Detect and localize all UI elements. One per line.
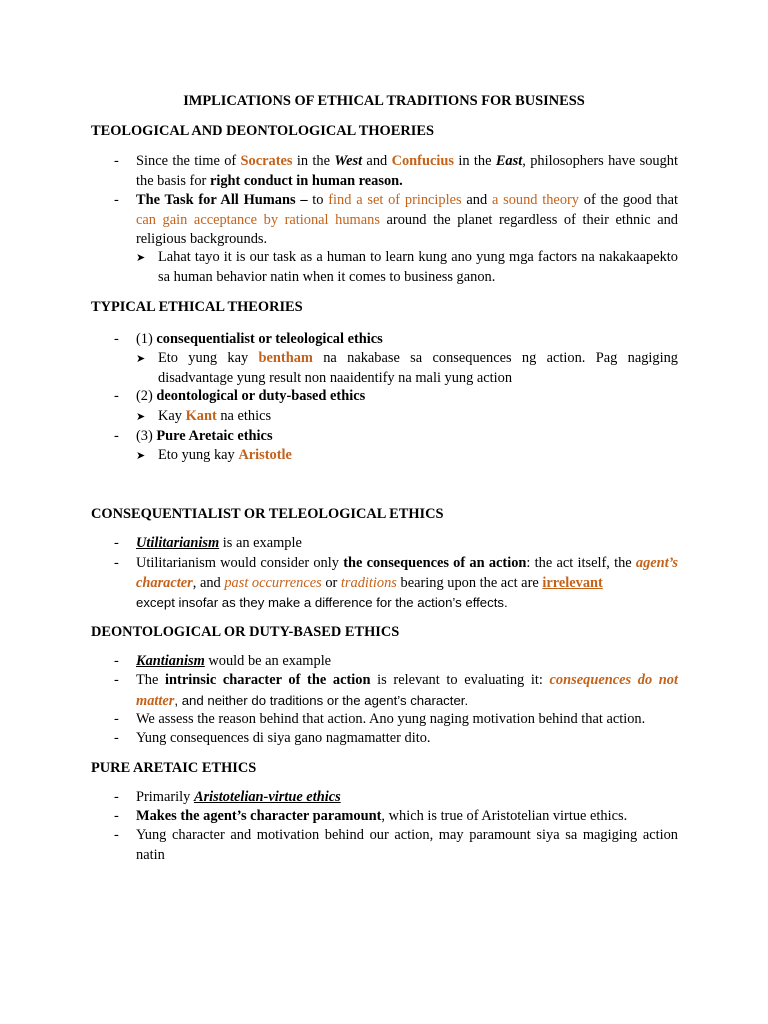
subbullet-lahat-tayo [136, 248, 678, 287]
subbullet-bentham: ➤ Eto yung kay bentham na nakabase sa consequences ng action. Pag nagiging disadvantage yung result non naaidentify na mali yung action [136, 350, 678, 386]
dash-marker: - [114, 388, 119, 404]
dash-marker: - [114, 711, 119, 727]
section-heading-deontological: DEONTOLOGICAL OR DUTY-BASED ETHICS [91, 624, 400, 640]
bullet-character-motivation: - Yung character and motivation behind our action, may paramount siya sa magiging action natin [114, 827, 678, 863]
dash-marker: - [114, 192, 119, 208]
dash-marker: - [114, 653, 119, 669]
dash-marker: - [114, 730, 119, 746]
subbullet-aristotle: ➤ Eto yung kay Aristotle [136, 446, 678, 466]
bullet-socrates [114, 152, 678, 191]
subbullet-kant: ➤ Kay Kant na ethics [136, 407, 678, 427]
bullet-intrinsic-character: - The intrinsic character of the action is relevant to evaluating it: consequences do not matter, and neither do traditions or the agent’s character. [114, 672, 678, 709]
dash-marker: - [114, 789, 119, 805]
aristotelian-virtue-term: Aristotelian-virtue ethics [193, 789, 341, 805]
bullet-assess-reason: - We assess the reason behind that action. Ano yung naging motivation behind that action. [114, 710, 678, 730]
bullet-text: The Task for All Humans – to find a set of principles and a sound theory of the good that can gain acceptance by rational humans around the planet regardless of their ethnic and religious backgrounds. [136, 192, 679, 247]
confucius-term: Confucius [391, 153, 454, 169]
arrow-bullet-icon: ➤ [136, 352, 146, 365]
arrow-bullet-icon: ➤ [136, 410, 146, 423]
section-heading-teological: TEOLOGICAL AND DEONTOLOGICAL THOERIES [91, 123, 434, 139]
dash-marker: - [114, 331, 119, 347]
kant-term: Kant [185, 408, 217, 424]
bullet-agents-character: - Makes the agent’s character paramount, which is true of Aristotelian virtue ethics. [114, 807, 678, 827]
subbullet-text: Lahat tayo it is our task as a human to learn kung ano yung mga factors na nakakaapekto sa human behavior natin when it comes to business ganon. [158, 249, 678, 285]
document-title: IMPLICATIONS OF ETHICAL TRADITIONS FOR BUSINESS [183, 93, 585, 109]
dash-marker: - [114, 535, 119, 551]
dash-marker: - [114, 808, 119, 824]
task-label: The Task for All Humans – [136, 192, 313, 208]
bullet-consequentialist: - (1) consequentialist or teleological ethics [114, 330, 678, 350]
bullet-primarily-aristotelian: - Primarily Aristotelian-virtue ethics [114, 788, 678, 808]
dash-marker: - [114, 672, 119, 688]
irrelevant-term: irrelevant [542, 574, 603, 591]
aristotle-term: Aristotle [238, 447, 292, 463]
dash-marker: - [114, 428, 119, 444]
bentham-term: bentham [258, 350, 313, 366]
east-term: East [495, 153, 523, 169]
bullet-text: Since the time of Socrates in the West and Confucius in the East, philosophers have sought the basis for right conduct in human reason. [136, 153, 678, 189]
bullet-deontological: - (2) deontological or duty-based ethics [114, 387, 678, 407]
bullet-utilitarianism-consequences: - Utilitarianism would consider only the consequences of an action: the act itself, the agent’s character, and past occurrences or traditions bearing upon the act are irrelevant except insofar as they make a difference for the action’s effects. [114, 555, 679, 610]
dash-marker: - [114, 555, 119, 571]
arrow-bullet-icon: ➤ [136, 251, 146, 264]
arrow-bullet-icon: ➤ [136, 449, 146, 462]
socrates-term: Socrates [240, 153, 293, 169]
section-heading-typical: TYPICAL ETHICAL THEORIES [91, 299, 303, 315]
dash-marker: - [114, 153, 119, 169]
bullet-consequences-not-matter: - Yung consequences di siya gano nagmamatter dito. [114, 729, 678, 749]
bullet-utilitarianism: - Utilitarianism is an example [114, 534, 678, 554]
bullet-pure-aretaic: - (3) Pure Aretaic ethics [114, 427, 678, 447]
bullet-kantianism: - Kantianism would be an example [114, 652, 678, 672]
right-conduct-term: right conduct in human reason. [209, 172, 403, 189]
dash-marker: - [114, 827, 119, 843]
section-heading-pure-aretaic: PURE ARETAIC ETHICS [91, 760, 257, 776]
section-heading-consequentialist: CONSEQUENTIALIST OR TELEOLOGICAL ETHICS [91, 506, 444, 522]
kantianism-term: Kantianism [136, 653, 205, 669]
utilitarianism-term: Utilitarianism [136, 535, 220, 551]
bullet-task-for-all-humans [114, 191, 678, 250]
west-term: West [334, 153, 363, 169]
